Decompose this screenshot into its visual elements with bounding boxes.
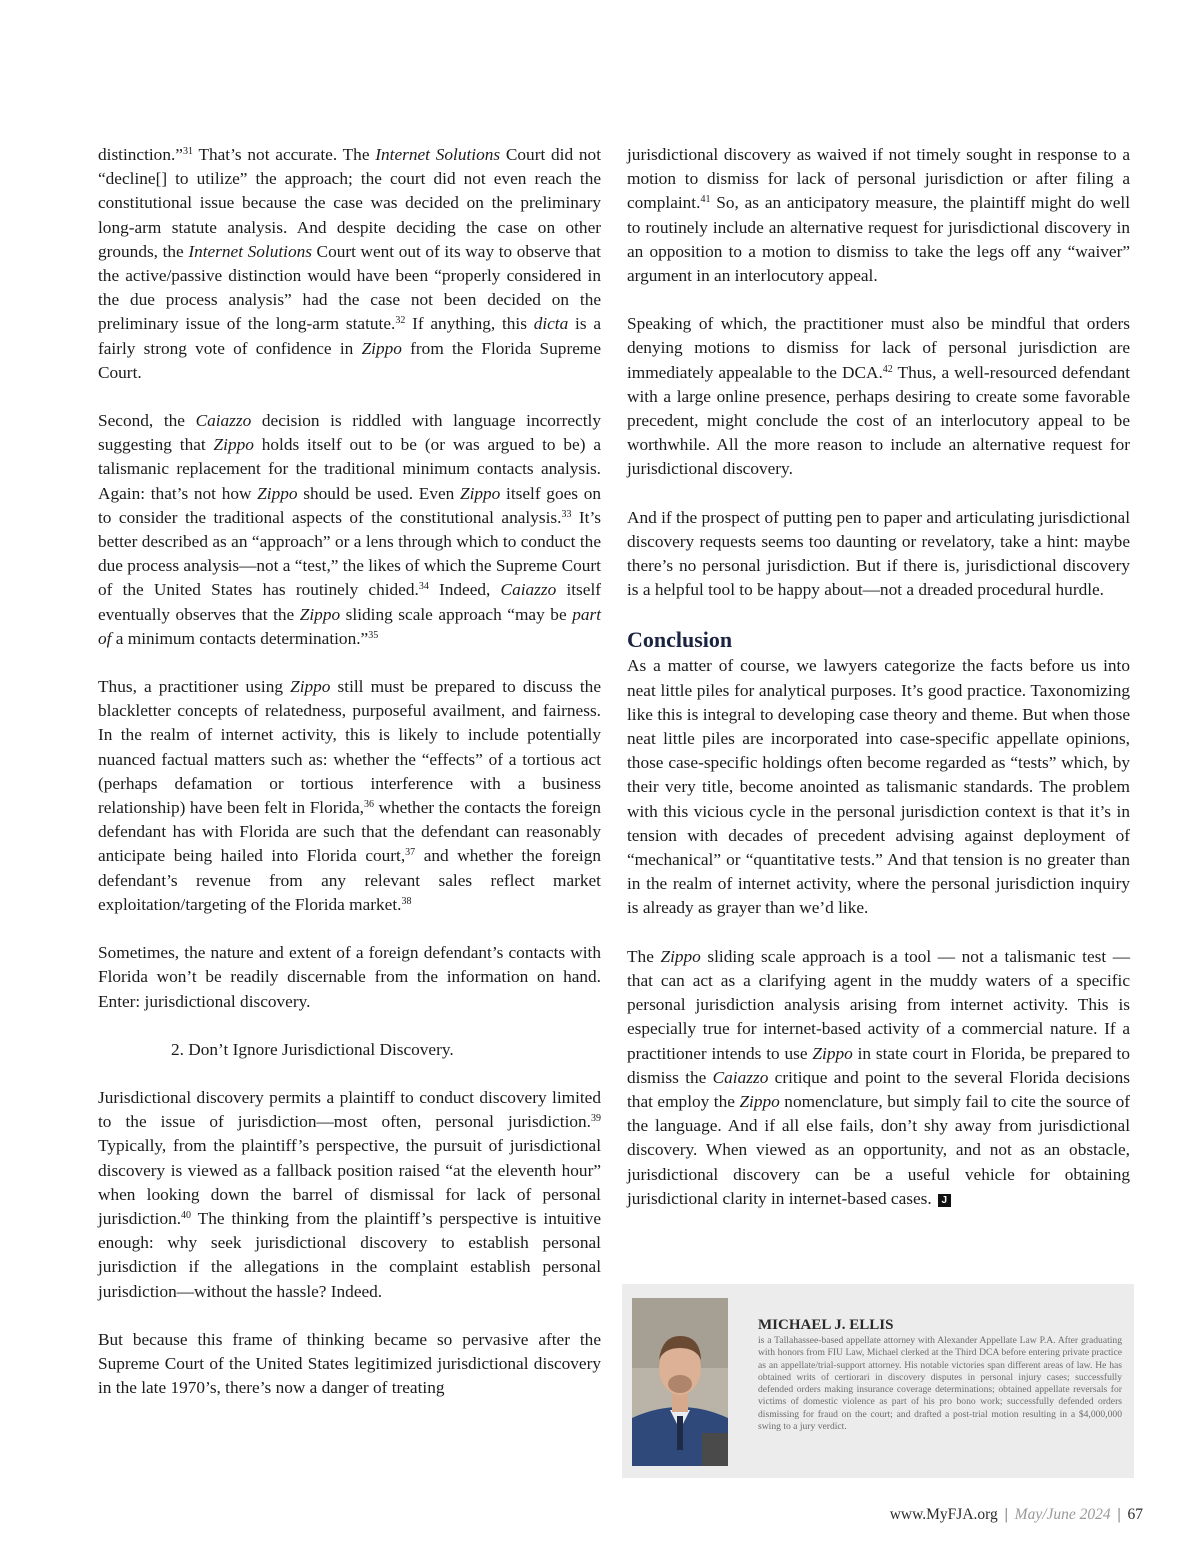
body-paragraph: Second, the Caiazzo decision is riddled with language incorrectly suggesting that Zippo holds itself out to be (or was argued to be) a talismanic replacement for the traditional minimum contacts analysis. Again: that’s not how Zippo should be used. Even Zippo itself goes on to consider the traditional aspects of the constitutional analysis.$^{33}$ It’s better described as an “approach” or a lens through which to conduct the due process analysis—not a “test,” the likes of which the Supreme Court of the United States has routinely chided.$^{34}$ Indeed, Caiazzo itself eventually observes that the Zippo sliding scale approach “may be part of a minimum contacts determination.”$^{35}$ xyxy=(98,411,602,648)
section-subheading: 2. Don’t Ignore Jurisdictional Discovery. xyxy=(171,1039,454,1059)
issue-date: May/June 2024 xyxy=(1014,1506,1111,1523)
final-paragraph-text: The Zippo sliding scale approach is a tool — not a talismanic test — that can act as a clarifying agent in the muddy waters of a specific personal jurisdiction analysis arising from internet activity. This is especially true for internet-based activity of a commercial nature. If a practitioner intends to use Zippo in state court in Florida, be prepared to dismiss the Caiazzo critique and point to the several Florida decisions that employ the Zippo nomenclature, but simply fail to cite the source of the language. And if all else fails, don’t shy away from jurisdictional discovery. When viewed as an opportunity, and not as an obstacle, jurisdictional discovery can be a useful vehicle for obtaining jurisdictional clarity in internet-based cases. xyxy=(627,946,1131,1208)
body-paragraph: jurisdictional discovery as waived if not timely sought in response to a motion to dismiss for lack of personal jurisdiction or after filing a complaint.$^{41}$ So, as an anticipatory measure, the plaintiff might do well to routinely include an alternative request for jurisdictional discovery in an opposition to a motion to dismiss to take the legs off any “waiver” argument in an interlocutory appeal. xyxy=(627,145,1130,286)
page-footer xyxy=(890,1506,1143,1524)
end-of-article-icon: J xyxy=(938,1194,951,1207)
body-paragraph: As a matter of course, we lawyers categorize the facts before us into neat little piles for analytical purposes. It’s good practice. Taxonomizing like this is integral to developing case theory and theme. But when those neat little piles are incorporated into case-specific appellate opinions, those case-specific holdings often become regarded as “tests” which, by their very title, become anointed as talismanic standards. The problem with this vicious cycle in the personal jurisdiction context is that it’s in tension with decades of precedent advising against deployment of “mechanical” or “quantitative tests.” And that tension is no greater than in the realm of internet activity, where the personal jurisdiction inquiry is already as grayer than we’d like. xyxy=(627,656,1130,918)
author-bio-box xyxy=(622,1284,1134,1478)
author-name: MICHAEL J. ELLIS xyxy=(758,1317,894,1333)
website-link[interactable]: www.MyFJA.org xyxy=(889,1506,998,1523)
author-description: is a Tallahassee-based appellate attorney with Alexander Appellate Law P.A. After graduating with honors from FIU Law, Michael clerked at the Third DCA before entering private practice as an appellate/trial-support attorney. His notable victories span different areas of law. He has obtained writs of certiorari in discovery disputes in personal injury cases; successfully defended orders making insurance coverage determinations; obtained appellate reversals for victims of domestic violence as part of his pro bono work; successfully defended orders dismissing for fraud on the court; and drafted a post-trial motion resulting in a $4,000,000 swing to a jury verdict. xyxy=(758,1335,1122,1433)
author-photo xyxy=(632,1298,728,1466)
page-number: 67 xyxy=(1127,1506,1143,1523)
body-paragraph: And if the prospect of putting pen to paper and articulating jurisdictional discovery requests seems too daunting or revelatory, take a hint: maybe there’s no personal jurisdiction. But if there is, jurisdictional discovery is a helpful tool to be happy about—not a dreaded procedural hurdle. xyxy=(627,507,1130,600)
body-paragraph: Jurisdictional discovery permits a plaintiff to conduct discovery limited to the issue of jurisdiction—most often, personal jurisdiction.$^{39}$ Typically, from the plaintiff’s perspective, the pursuit of jurisdictional discovery is viewed as a fallback position raised “at the eleventh hour” when looking down the barrel of dismissal for lack of personal jurisdiction.$^{40}$ The thinking from the plaintiff’s perspective is intuitive enough: why seek jurisdictional discovery to establish personal jurisdiction if the allegations in the complaint establish personal jurisdiction—without the hassle? Indeed. xyxy=(98,1087,601,1301)
body-paragraph: Sometimes, the nature and extent of a foreign defendant’s contacts with Florida won’t be readily discernable from the information on hand. Enter: jurisdictional discovery. xyxy=(98,943,601,1011)
body-paragraph: Speaking of which, the practitioner must also be mindful that orders denying motions to dismiss for lack of personal jurisdiction are immediately appealable to the DCA.$^{42}$ Thus, a well-resourced defendant with a large online presence, perhaps desiring to create some favorable precedent, might conclude the cost of an interlocutory appeal to be worthwhile. All the more reason to include an alternative request for jurisdictional discovery. xyxy=(627,314,1131,479)
right-column xyxy=(627,143,1130,1211)
body-paragraph xyxy=(627,945,1130,1211)
conclusion-heading: Conclusion xyxy=(627,627,733,653)
author-bio-text xyxy=(758,1316,1122,1433)
body-paragraph: Thus, a practitioner using Zippo still must be prepared to discuss the blackletter concepts of relatedness, purposeful availment, and fairness. In the realm of internet activity, this is likely to include potentially nuanced factual matters such as: whether the “effects” of a tortious act (perhaps defamation or tortious interference with a business relationship) have been felt in Florida,$^{36}$ whether the contacts the foreign defendant has with Florida are such that the defendant can reasonably anticipate being hailed into Florida court,$^{37}$ and whether the foreign defendant’s revenue from any relevant sales reflect market exploitation/targeting of the Florida market.$^{38}$ xyxy=(98,677,601,914)
body-paragraph: But because this frame of thinking became so pervasive after the Supreme Court of the United States legitimized jurisdictional discovery in the late 1970’s, there’s now a danger of treating xyxy=(98,1329,601,1398)
body-paragraph: distinction.”$^{31}$ That’s not accurate. The Internet Solutions Court did not “decline[] to utilize” the approach; the court did not even reach the constitutional issue because the case was decided on the preliminary long-arm statute analysis. And despite deciding the case on other grounds, the Internet Solutions Court went out of its way to observe that the active/passive distinction would have been “properly considered in the due process analysis” had the case not been decided on the preliminary issue of the long-arm statute.$^{32}$ If anything, this dicta is a fairly strong vote of confidence in Zippo from the Florida Supreme Court. xyxy=(98,145,601,382)
footer-separator: | xyxy=(1117,1506,1121,1523)
footer-separator: | xyxy=(1004,1506,1008,1523)
left-column xyxy=(98,143,601,1400)
